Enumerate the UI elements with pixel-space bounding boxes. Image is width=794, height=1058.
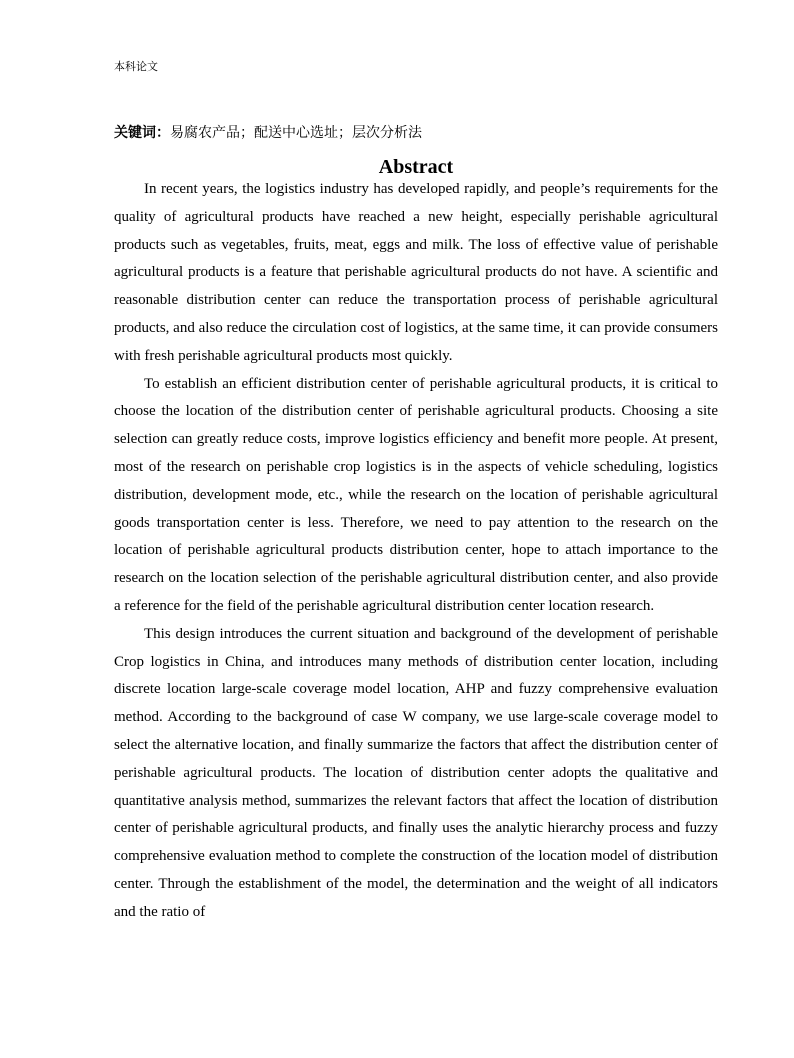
- keywords-value: 易腐农产品；配送中心选址；层次分析法: [170, 125, 422, 141]
- header-rule: [112, 82, 718, 83]
- page-header: 本科论文: [114, 60, 158, 73]
- abstract-paragraph-3: This design introduces the current situation and background of the development of perishable Crop logistics in China, and introduces many methods of distribution center location, including discrete location large-scale coverage model location, AHP and fuzzy comprehensive evaluation method. According to the background of case W company, we use large-scale coverage model to select the alternative location, and finally summarize the factors that affect the distribution center of perishable agricultural products. The location of distribution center adopts the qualitative and quantitative analysis method, summarizes the relevant factors that affect the location of distribution center of perishable agricultural products, and finally uses the analytic hierarchy process and fuzzy comprehensive evaluation method to complete the construction of the location model of distribution center. Through the establishment of the model, the determination and the weight of all indicators and the ratio of: [114, 625, 718, 920]
- abstract-heading: Abstract: [378, 156, 454, 178]
- chinese-keywords: [114, 122, 422, 142]
- abstract-body: [114, 176, 718, 927]
- keywords-label: 关键词：: [114, 125, 170, 141]
- abstract-paragraph-2: To establish an efficient distribution center of perishable agricultural products, it is critical to choose the location of the distribution center of perishable agricultural products. Choosing a site selection can greatly reduce costs, improve logistics efficiency and benefit more people. At present, most of the research on perishable crop logistics is in the aspects of vehicle scheduling, logistics distribution, development mode, etc., while the research on the location of perishable agricultural goods transportation center is less. Therefore, we need to pay attention to the research on the location of perishable agricultural products distribution center, hope to attach importance to the research on the location selection of the perishable agricultural distribution center, and also provide a reference for the field of the perishable agricultural distribution center location research.: [114, 375, 718, 614]
- abstract-paragraph-1: In recent years, the logistics industry has developed rapidly, and people’s requirements for the quality of agricultural products have reached a new height, especially perishable agricultural products such as vegetables, fruits, meat, eggs and milk. The loss of effective value of perishable agricultural products is a feature that perishable agricultural products do not have. A scientific and reasonable distribution center can reduce the transportation process of perishable agricultural products, and also reduce the circulation cost of logistics, at the same time, it can provide consumers with fresh perishable agricultural products most quickly.: [114, 181, 718, 364]
